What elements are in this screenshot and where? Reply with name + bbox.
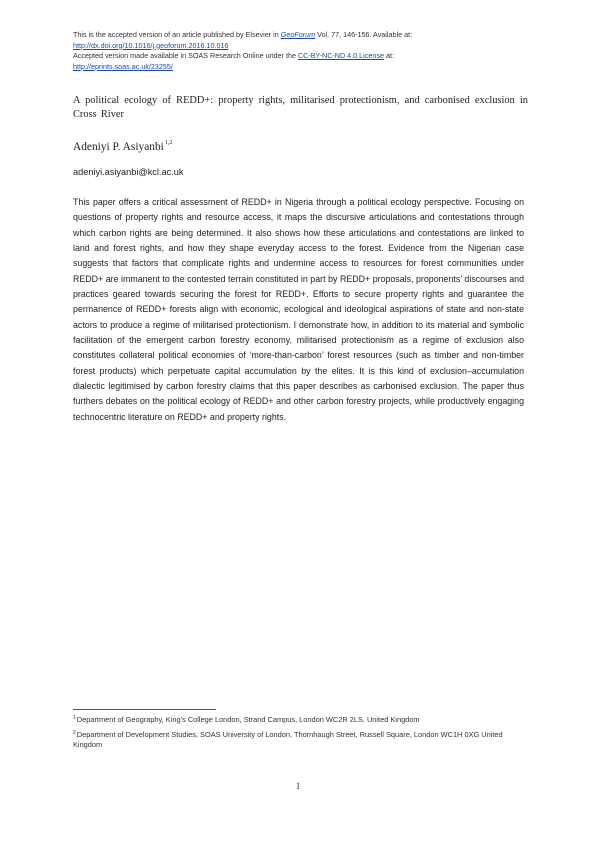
abstract-paragraph: This paper offers a critical assessment of REDD+ in Nigeria through a political ecology perspective. Focusing on questions of property rights and resource access, it maps the discursive articulations and contestations through which carbon rights are being determined. It also shows how these articulations and contestations are linked to land and forest rights, and how they shape everyday access to the forest. Evidence from the Nigerian case suggests that factors that complicate rights and undermine access to resources for forest communities under REDD+ are immanent to the contested terrain constituted in part by REDD+ proposals, proponents’ discourses and practices geared towards securing the forest for REDD+. Efforts to secure property rights and guarantee the permanence of REDD+ forests align with economic, ecological and ideological aspirations of state and non-state actors to produce a regime of militarised protectionism. I demonstrate how, in addition to its material and symbolic facilitation of the emergent carbon forestry economy, militarised protectionism as a regime of exclusion also constitutes collateral political economies of ‘more-than-carbon’ forest resources (such as timber and non-timber forest products) which perpetuate capital accumulation by the elites. It is this kind of exclusion–accumulation dialectic legitimised by carbon forestry claims that this paper describes as carbonised exclusion. The paper thus furthers debates on the political ecology of REDD+ and other carbon forestry projects, while productively engaging technocentric literature on REDD+ and property rights.: [73, 197, 524, 422]
affiliation-marks: 1,2: [164, 140, 173, 146]
footnote-item: [73, 728, 528, 751]
notice-text: This is the accepted version of an article published by Elsevier in: [73, 30, 281, 39]
author-line: [73, 140, 172, 153]
notice-text: Accepted version made available in SOAS Research Online under the: [73, 51, 298, 61]
author-name: Adeniyi P. Asiyanbi: [73, 141, 164, 153]
footnote-mark: 2: [73, 729, 76, 736]
footnote-divider: [73, 709, 216, 710]
footnotes: [73, 713, 528, 753]
doi-link[interactable]: http://dx.doi.org/10.1016/j.geoforum.2016.10.016: [73, 40, 229, 50]
author-email: adeniyi.asiyanbi@kcl.ac.uk: [73, 167, 184, 177]
license-link[interactable]: CC-BY-NC-ND 4.0 License: [297, 51, 384, 61]
footnote-item: [73, 713, 528, 726]
page-number: 1: [295, 782, 301, 792]
journal-link[interactable]: GeoForum: [280, 30, 316, 39]
footnote-mark: 1: [73, 715, 76, 721]
paper-title: A political ecology of REDD+: property rights, militarised protectionism, and carbonised exclusion in Cross River: [73, 95, 528, 120]
publication-notice: [73, 30, 533, 72]
notice-text: Vol. 77, 146-156. Available at:: [315, 30, 413, 39]
notice-text: at:: [383, 51, 394, 61]
repository-link[interactable]: http://eprints.soas.ac.uk/23255/: [73, 61, 173, 71]
footnote-text: Department of Development Studies, SOAS University of London, Thornhaugh Street, Russell Square, London WC1H 0XG United Kingdom: [73, 729, 503, 750]
footnote-text: Department of Geography, King’s College London, Strand Campus, London WC2R 2LS, United Kingdom: [76, 715, 420, 724]
